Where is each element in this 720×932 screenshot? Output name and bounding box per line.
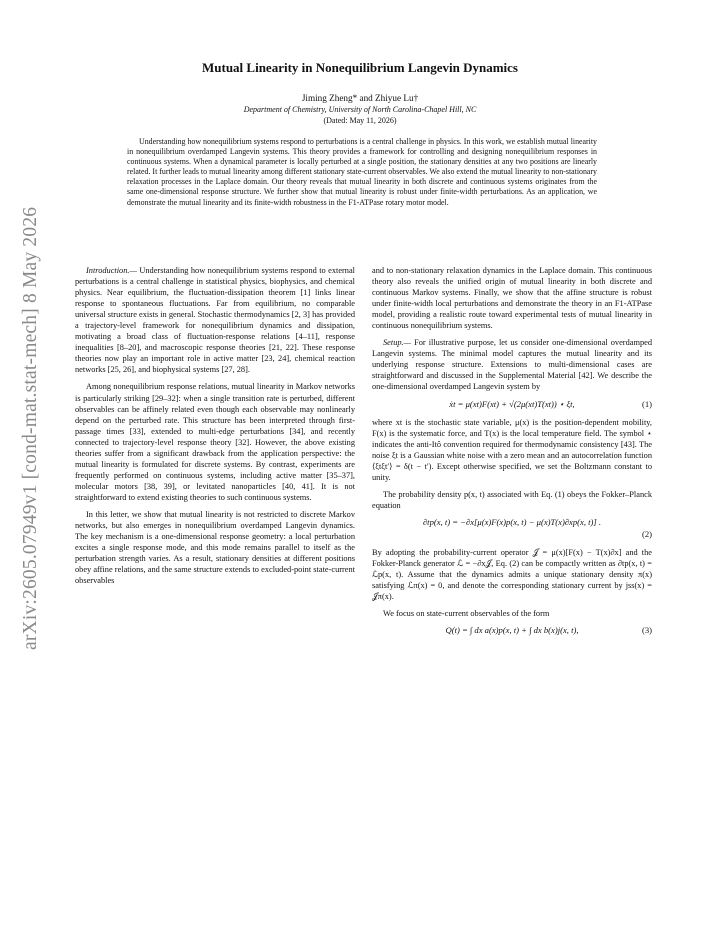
fokker-planck-intro: The probability density p(x, t) associated with Eq. (1) obeys the Fokker–Planck equation [372,489,652,510]
equation-3 [372,625,652,636]
letter-summary-paragraph: In this letter, we show that mutual linearity is not restricted to discrete Markov networks, but also emerges in nonequilibrium overdamped Langevin dynamics. The key mechanism is a one-dimensional response geometry: a local perturbation excites a single response mode, and this mode remains parallel to itself as the perturbation strength varies. As a result, stationary densities at different positions obey affine relations, and the same structure extends to excluded-point state-current observables [75,509,355,586]
right-column [372,265,652,643]
affiliation: Department of Chemistry, University of North Carolina-Chapel Hill, NC [243,105,477,114]
equation-2-body: ∂tp(x, t) = −∂x[μ(x)F(x)p(x, t) − μ(x)T(x)∂xp(x, t)] . [422,516,602,527]
setup-paragraph [372,337,652,392]
continuation-paragraph: and to non-stationary relaxation dynamics in the Laplace domain. This continuous theory also reveals the unified origin of mutual linearity in both discrete and continuous Markov systems. Finally, we show that the affine structure is robust under finite-width local perturbations and demonstrate the theory in an F1-ATPase model, providing a realistic route toward experimental tests of mutual linearity in continuous nonequilibrium systems. [372,266,652,331]
paper-title: Mutual Linearity in Nonequilibrium Langevin Dynamics [201,60,518,75]
equation-2 [372,517,652,528]
abstract-text: Understanding how nonequilibrium systems respond to perturbations is a central challenge in physics. In this work, we establish mutual linearity in nonequilibrium overdamped Langevin systems. This theory provides a framework for controlling and designing nonequilibrium responses in continuous systems. When a dynamical parameter is locally perturbed at a single position, the stationary densities at any two positions are linearly related. It further leads to mutual linearity among different stationary state-current observables. We also extend the mutual linearity to non-stationary relaxation processes in the Laplace domain. Our theory reveals that mutual linearity in both discrete and continuous systems originates from the same one-dimensional response structure. We further show that mutual linearity is robust under finite-width perturbations. As an application, we demonstrate the mutual linearity and its finite-width robustness in the F1-ATPase rotary motor model. [127,137,597,207]
variables-paragraph: where xt is the stochastic state variable, μ(x) is the position-dependent mobility, F(x) is the systematic force, and T(x) is the local temperature field. The symbol ⋆ indicates the anti-Itô convention required for thermodynamic consistency [43]. The noise ξt is a Gaussian white noise with a zero mean and an autocorrelation function ⟨ξtξt′⟩ = δ(t − t′). Except otherwise specified, we set the Boltzmann constant to unity. [372,417,652,482]
author-list: Jiming Zheng* and Zhiyue Lu† [301,93,419,103]
mutual-linearity-paragraph: Among nonequilibrium response relations, mutual linearity in Markov networks is particularly striking [29–32]: when a single transition rate is perturbed, different observables can be affinely related even though each observable may nonlinearly depend on the perturbed rate. This structure has been interpreted through first-passage times [33], extended to multi-edge perturbations [34], and recently connected to trajectory-level response theory [32]. However, the above existing theories suffer from a significant drawback from the application perspective: the mutual linearity is formulated for discrete systems. By contrast, experiments are frequently performed on continuous systems, including active matter [35–37], molecular motors [38, 39], or levitated nanoparticles [40, 41]. It is not straightforward to extend existing theories to such continuous systems. [75,382,355,502]
equation-3-body: Q(t) = ∫ dx a(x)p(x, t) + ∫ dx b(x)j(x, t), [445,625,579,636]
equation-1 [372,399,652,410]
intro-heading: Introduction.— [86,266,137,275]
intro-paragraph [75,265,355,375]
equation-2-number-row [372,529,652,540]
arxiv-identifier: arXiv:2605.07949v1 [cond-mat.stat-mech] 8 May 2026 [20,206,41,650]
observables-intro: We focus on state-current observables of the form [383,609,550,619]
setup-text: For illustrative purpose, let us consider one-dimensional overdamped Langevin systems. The minimal model captures the mutual linearity and its underlying response structure. Extensions to multi-dimensional cases are straightforward and discussed in the Supplemental Material [42]. We describe the one-dimensional overdamped Langevin system by [372,338,652,392]
equation-2-number: (2) [641,528,652,539]
equation-1-body: ẋt = μ(xt)F(xt) + √(2μ(xt)T(xt)) ⋆ ξt, [449,398,575,409]
left-column [75,265,355,592]
operator-paragraph: By adopting the probability-current operator 𝒥 = μ(x)[F(x) − T(x)∂x] and the Fokker-Planck generator ℒ = −∂x𝒥, Eq. (2) can be compactly written as ∂tp(x, t) = ℒp(x, t). Assume that the dynamics admits a unique stationary density π(x) satisfying ℒπ(x) = 0, and denote the corresponding stationary current by jss(x) = 𝒥π(x). [372,547,652,602]
equation-1-number: (1) [641,398,652,409]
date-line: (Dated: May 11, 2026) [323,116,397,125]
equation-3-number: (3) [641,625,652,636]
abstract [127,137,597,208]
intro-text: Understanding how nonequilibrium systems respond to external perturbations is a central challenge in statistical physics, biophysics, and chemical physics. Near equilibrium, the fluctuation-dissipation theorem [1] links linear response to spontaneous fluctuations. Far from equilibrium, no comparable universal structure exists in general. Stochastic thermodynamics [2, 3] has provided a trajectory-level framework for nonequilibrium dynamics and dissipation, motivating a broad class of fluctuation-response relations [4–11], response inequalities [8–20], and macroscopic response theories [21, 22]. These response theories now play an important role in active matter [23, 24], chemical reaction networks [25, 26], and biophysical systems [27, 28]. [75,266,355,375]
setup-heading: Setup.— [383,338,412,348]
